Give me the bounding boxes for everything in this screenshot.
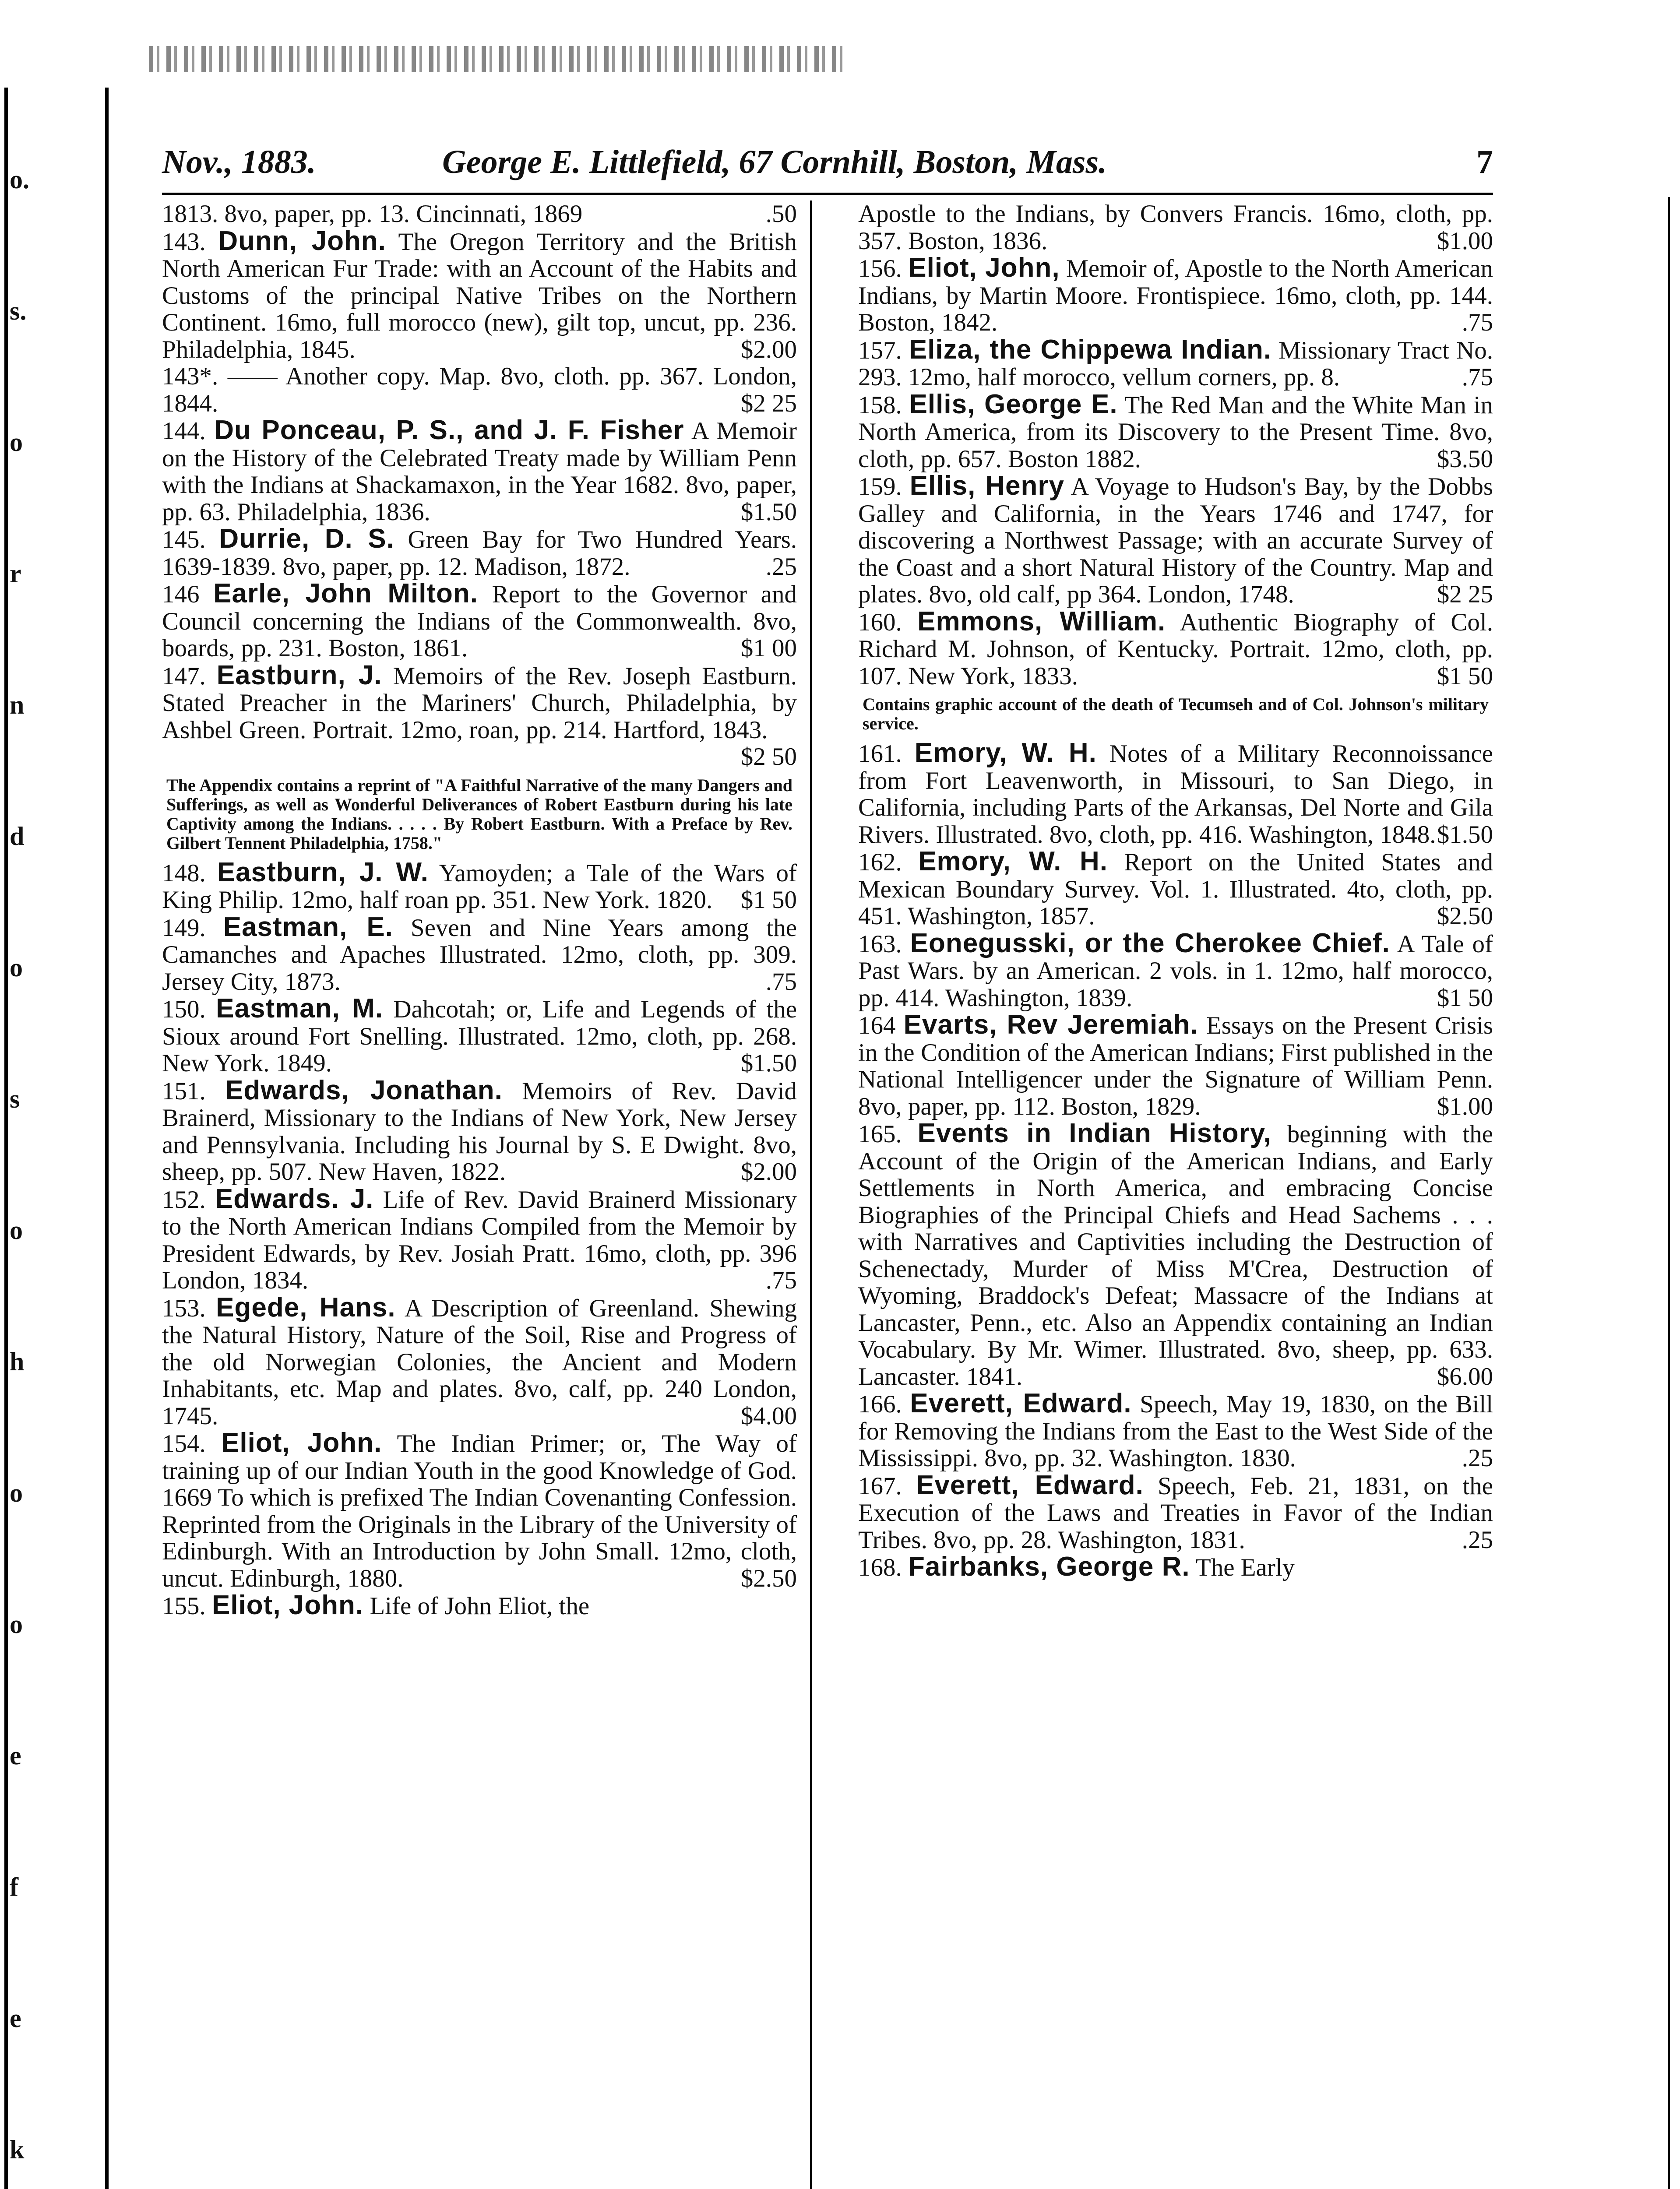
entry-number: 151. xyxy=(162,1077,206,1105)
entry-number: 144. xyxy=(162,417,206,445)
entry-price: .25 xyxy=(765,553,797,581)
entry-price: $1.50 xyxy=(1437,820,1493,848)
catalog-entry xyxy=(162,417,797,525)
entry-price: .75 xyxy=(765,1267,797,1294)
catalog-entry xyxy=(858,1553,1493,1581)
margin-glyph: h xyxy=(10,1347,25,1376)
margin-glyph: k xyxy=(10,2135,25,2164)
margin-glyph: o. xyxy=(10,165,29,194)
entry-note: The Appendix contains a reprint of "A Faithful Narrative of the many Dangers and Sufferings, as well as Wonderful Deliverances of Robert Eastburn during his late Captivity among the Indians. . . . . By Robert Eastburn. With a Preface by Rev. Gilbert Tennent Philadelphia, 1758." xyxy=(166,775,792,853)
header-date: Nov., 1883. xyxy=(162,144,316,180)
entry-author: Events in Indian History, xyxy=(917,1118,1271,1148)
entry-author: Fairbanks, George R. xyxy=(908,1552,1190,1582)
catalog-entry xyxy=(858,739,1493,848)
strip-border-right xyxy=(105,88,109,2189)
catalog-entry xyxy=(858,608,1493,690)
catalog-entry xyxy=(162,995,797,1077)
margin-glyph: s xyxy=(10,1084,20,1113)
entry-number: 150. xyxy=(162,996,206,1023)
entry-price: .25 xyxy=(1462,1444,1493,1472)
entry-number: 147. xyxy=(162,662,206,690)
entry-description: Life of John Eliot, the xyxy=(370,1592,590,1620)
margin-glyph: d xyxy=(10,822,25,851)
entry-author: Emory, W. H. xyxy=(918,846,1108,876)
page-number: 7 xyxy=(1476,144,1493,180)
entry-description: Essays on the Present Crisis in the Condition of the American Indians; First published in the National Intelligencer under the Signature of William Penn. 8vo, paper, pp. 112. Boston, 1829. xyxy=(858,1012,1493,1120)
entry-description: Memoirs of Rev. David Brainerd, Missionary to the Indians of New York, New Jersey and Pennsylvania. Including his Journal by S. E Dwight. 8vo, sheep, pp. 507. New Haven, 1822. xyxy=(162,1077,797,1186)
entry-author: Eastman, E. xyxy=(223,911,393,942)
entry-description: Speech, May 19, 1830, on the Bill for Removing the Indians from the East to the West Side of the Mississippi. 8vo, pp. 32. Washington. 1830. xyxy=(858,1390,1493,1472)
margin-glyph: o xyxy=(10,1610,23,1639)
entry-number: 162. xyxy=(858,848,902,876)
entry-author: Dunn, John. xyxy=(218,225,386,256)
entry-author: Eliza, the Chippewa Indian. xyxy=(909,334,1272,365)
entry-price: $2.50 xyxy=(1437,902,1493,930)
margin-glyph: o xyxy=(10,1216,23,1245)
entry-author: Eliot, John. xyxy=(212,1590,364,1620)
entry-number: 165. xyxy=(858,1120,902,1148)
catalog-entry xyxy=(858,254,1493,336)
entry-author: Emory, W. H. xyxy=(914,738,1097,768)
catalog-entry xyxy=(858,1472,1493,1554)
entry-description: The Oregon Territory and the British North American Fur Trade: with an Account of the Habits and Customs of the principal Native Tribes on the Northern Continent. 16mo, full morocco (new), gilt top, uncut, pp. 236. Philadelphia, 1845. xyxy=(162,228,797,363)
entry-price: $6.00 xyxy=(1437,1362,1493,1390)
entry-description: A Memoir on the History of the Celebrated Treaty made by William Penn with the Indians at Shackamaxon, in the Year 1682. 8vo, paper, pp. 63. Philadelphia, 1836. xyxy=(162,417,797,526)
catalog-entry xyxy=(858,930,1493,1012)
entry-number: 143. xyxy=(162,228,206,256)
catalog-entry xyxy=(858,1011,1493,1120)
catalog-entry xyxy=(162,1077,797,1186)
entry-price: $1.50 xyxy=(740,498,797,526)
entry-price: $2 25 xyxy=(740,389,797,417)
entry-description: The Red Man and the White Man in North America, from its Discovery to the Present Time. 8vo, cloth, pp. 657. Boston 1882. xyxy=(858,391,1493,473)
catalog-page xyxy=(118,88,1611,2189)
entry-price: $4.00 xyxy=(740,1402,797,1430)
entry-number: 148. xyxy=(162,859,206,887)
entry-author: Egede, Hans. xyxy=(216,1292,396,1323)
entry-description: Report to the Governor and Council concerning the Indians of the Commonwealth. 8vo, boards, pp. 231. Boston, 1861. xyxy=(162,581,797,662)
entry-description: Notes of a Military Reconnoissance from Fort Leavenworth, in Missouri, to San Diego, in California, including Parts of the Arkansas, Del Norte and Gila Rivers. Illustrated. 8vo, cloth, pp. 416. Washington, 1848. xyxy=(858,740,1493,848)
entry-price: $1.50 xyxy=(740,1049,797,1077)
catalog-entry xyxy=(162,363,797,417)
column-divider xyxy=(810,201,812,2189)
entry-price: $1 50 xyxy=(1437,984,1493,1012)
catalog-entry xyxy=(858,472,1493,608)
catalog-entry xyxy=(162,525,797,580)
entry-note: Contains graphic account of the death of Tecumseh and of Col. Johnson's military service. xyxy=(863,694,1489,733)
entry-price: $1 50 xyxy=(740,886,797,914)
entry-author: Ellis, George E. xyxy=(909,389,1118,419)
entry-price: $1 50 xyxy=(1437,662,1493,690)
entry-author: Emmons, William. xyxy=(917,606,1166,637)
margin-glyph: o xyxy=(10,953,23,982)
entry-author: Eliot, John, xyxy=(908,253,1060,283)
entry-number: 168. xyxy=(858,1554,902,1581)
entry-author: Edwards, Jonathan. xyxy=(225,1075,503,1105)
entry-number: 166. xyxy=(858,1390,902,1418)
header-publisher: George E. Littlefield, 67 Cornhill, Boston, Mass. xyxy=(442,144,1107,180)
catalog-entry xyxy=(162,1183,797,1294)
entry-author: Du Ponceau, P. S., and J. F. Fisher xyxy=(214,415,684,445)
catalog-entry xyxy=(162,660,797,771)
entry-description: Report on the United States and Mexican Boundary Survey. Vol. 1. Illustrated. 4to, cloth, pp. 451. Washington, 1857. xyxy=(858,848,1493,930)
entry-number: 154. xyxy=(162,1430,206,1457)
entry-description: A Voyage to Hudson's Bay, by the Dobbs Galley and California, in the Years 1746 and 1747, for discovering a Northwest Passage; with an accurate Survey of the Coast and a short Natural History of the Country. Map and plates. 8vo, old calf, pp 364. London, 1748. xyxy=(858,473,1493,608)
entry-description: Green Bay for Two Hundred Years. 1639-1839. 8vo, paper, pp. 12. Madison, 1872. xyxy=(162,526,797,581)
entry-number: 155. xyxy=(162,1592,206,1620)
catalog-entry xyxy=(858,848,1493,930)
entry-description: Life of Rev. David Brainerd Missionary to the North American Indians Compiled from the Memoir by President Edwards, by Rev. Josiah Pratt. 16mo, cloth, pp. 396 London, 1834. xyxy=(162,1186,797,1294)
entry-description: beginning with the Account of the Origin of the American Indians, and Early Settlements in North America, and embracing Concise Biographies of the Principal Chiefs and Head Sachems . . . with Narratives and Captivities including the Destruction of Schenectady, Murder of Miss M'Crea, Destruction of Wyoming, Braddock's Defeat; Massacre of the Indians at Lancaster, Penn., etc. Also an Appendix containing an Indian Vocabulary. By Mr. Wimer. Illustrated. 8vo, sheep, pp. 633. Lancaster. 1841. xyxy=(858,1120,1493,1390)
entry-author: Everett, Edward. xyxy=(916,1470,1144,1500)
catalog-entry xyxy=(162,911,797,996)
entry-number: 145. xyxy=(162,526,206,553)
margin-glyph: o xyxy=(10,428,23,457)
catalog-entry xyxy=(162,201,797,228)
catalog-entry xyxy=(858,391,1493,473)
margin-glyph: s. xyxy=(10,296,27,325)
entry-number: 143*. xyxy=(162,362,218,390)
catalog-entry xyxy=(858,1390,1493,1472)
entry-description: The Early xyxy=(1195,1554,1295,1581)
catalog-entry xyxy=(162,580,797,662)
entry-number: 149. xyxy=(162,914,206,942)
entry-price: .75 xyxy=(1462,363,1493,391)
catalog-entry xyxy=(858,201,1493,254)
entry-author: Earle, John Milton. xyxy=(213,578,479,609)
entry-price: .75 xyxy=(1462,309,1493,336)
entry-price: $2 25 xyxy=(1437,581,1493,608)
entry-number: 152. xyxy=(162,1186,206,1214)
catalog-entry xyxy=(162,1429,797,1592)
entry-price: $2.00 xyxy=(740,1158,797,1186)
entry-description: Memoir of, Apostle to the North American Indians, by Martin Moore. Frontispiece. 16mo, cloth, pp. 144. Boston, 1842. xyxy=(858,255,1493,336)
entry-description: Memoirs of the Rev. Joseph Eastburn. Stated Preacher in the Mariners' Church, Philadelphia, by Ashbel Green. Portrait. 12mo, roan, pp. 214. Hartford, 1843. xyxy=(162,662,797,744)
entry-price: $2.00 xyxy=(740,335,797,363)
entry-number: 156. xyxy=(858,255,902,282)
entry-author: Edwards. J. xyxy=(215,1183,374,1214)
entry-author: Eastburn, J. xyxy=(216,660,382,690)
page-right-edge xyxy=(1668,197,1670,2189)
catalog-entry xyxy=(858,1120,1493,1390)
margin-glyph: r xyxy=(10,559,21,588)
entry-price: $1.00 xyxy=(1437,1092,1493,1120)
margin-glyph: f xyxy=(10,1872,18,1901)
entry-description: Dahcotah; or, Life and Legends of the Sioux around Fort Snelling. Illustrated. 12mo, cloth, pp. 268. New York. 1849. xyxy=(162,996,797,1077)
entry-description: A Description of Greenland. Shewing the Natural History, Nature of the Soil, Rise and Progress of the old Norwegian Colonies, the Ancient and Modern Inhabitants, etc. Map and plates. 8vo, calf, pp. 240 London, 1745. xyxy=(162,1294,797,1430)
scan-noise-top xyxy=(149,46,849,72)
entry-price: .75 xyxy=(765,968,797,996)
catalog-entry xyxy=(858,336,1493,391)
entry-description: 1813. 8vo, paper, pp. 13. Cincinnati, 1869 xyxy=(162,200,583,228)
entry-number: 146 xyxy=(162,581,200,608)
entry-number: 160. xyxy=(858,608,902,636)
entry-description: Missionary Tract No. 293. 12mo, half morocco, vellum corners, pp. 8. xyxy=(858,336,1493,391)
entry-description: Yamoyden; a Tale of the Wars of King Philip. 12mo, half roan pp. 351. New York. 1820. xyxy=(162,859,797,914)
entry-description: A Tale of Past Wars. by an American. 2 vols. in 1. 12mo, half morocco, pp. 414. Washington, 1839. xyxy=(858,930,1493,1012)
entry-price: .25 xyxy=(1462,1526,1493,1554)
entry-price: $2.50 xyxy=(740,1564,797,1592)
margin-glyph: e xyxy=(10,2004,21,2033)
margin-glyph: o xyxy=(10,1478,23,1507)
margin-glyph: e xyxy=(10,1741,21,1770)
entry-price: $1.00 xyxy=(1437,227,1493,255)
entry-price: $3.50 xyxy=(1437,445,1493,473)
margin-glyph: n xyxy=(10,690,25,719)
catalog-entry xyxy=(162,1294,797,1430)
entry-description: The Indian Primer; or, The Way of training up of our Indian Youth in the good Knowledge of God. 1669 To which is prefixed The Indian Covenanting Confession. Reprinted from the Originals in the Library of the University of Edinburgh. With an Introduction by John Small. 12mo, cloth, uncut. Edinburgh, 1880. xyxy=(162,1430,797,1592)
entry-number: 164 xyxy=(858,1012,896,1039)
entry-number: 163. xyxy=(858,930,902,958)
entry-author: Eliot, John. xyxy=(221,1428,382,1458)
strip-border-left xyxy=(4,88,8,2189)
entry-author: Eastburn, J. W. xyxy=(217,857,429,887)
left-column xyxy=(162,201,797,1620)
right-column xyxy=(858,201,1493,1581)
catalog-entry xyxy=(162,859,797,914)
entry-author: Evarts, Rev Jeremiah. xyxy=(903,1010,1198,1040)
entry-author: Eastman, M. xyxy=(216,993,384,1024)
catalog-entry xyxy=(162,1592,797,1620)
entry-description: Apostle to the Indians, by Convers Francis. 16mo, cloth, pp. 357. Boston, 1836. xyxy=(858,200,1493,255)
entry-price: $1 00 xyxy=(740,634,797,662)
entry-author: Durrie, D. S. xyxy=(219,524,394,554)
entry-description: Authentic Biography of Col. Richard M. Johnson, of Kentucky. Portrait. 12mo, cloth, pp. 107. New York, 1833. xyxy=(858,608,1493,690)
entry-description: —— Another copy. Map. 8vo, cloth. pp. 367. London, 1844. xyxy=(162,362,797,417)
catalog-entry xyxy=(162,225,797,363)
entry-author: Eonegusski, or the Cherokee Chief. xyxy=(910,928,1390,958)
entry-description: Seven and Nine Years among the Camanches and Apaches Illustrated. 12mo, cloth, pp. 309. Jersey City, 1873. xyxy=(162,914,797,996)
entry-number: 157. xyxy=(858,336,902,364)
entry-number: 167. xyxy=(858,1472,902,1500)
entry-price: $2 50 xyxy=(740,743,797,771)
entry-number: 158. xyxy=(858,391,902,419)
header-rule xyxy=(162,193,1493,195)
entry-number: 153. xyxy=(162,1294,206,1322)
running-header xyxy=(162,138,1493,186)
entry-author: Ellis, Henry xyxy=(909,471,1065,501)
entry-author: Everett, Edward. xyxy=(910,1388,1132,1418)
adjacent-page-strip xyxy=(0,88,109,2189)
entry-number: 159. xyxy=(858,473,902,500)
entry-description: Speech, Feb. 21, 1831, on the Execution of the Laws and Treaties in Favor of the Indian Tribes. 8vo, pp. 28. Washington, 1831. xyxy=(858,1472,1493,1554)
entry-number: 161. xyxy=(858,740,902,767)
entry-price: .50 xyxy=(765,200,797,228)
